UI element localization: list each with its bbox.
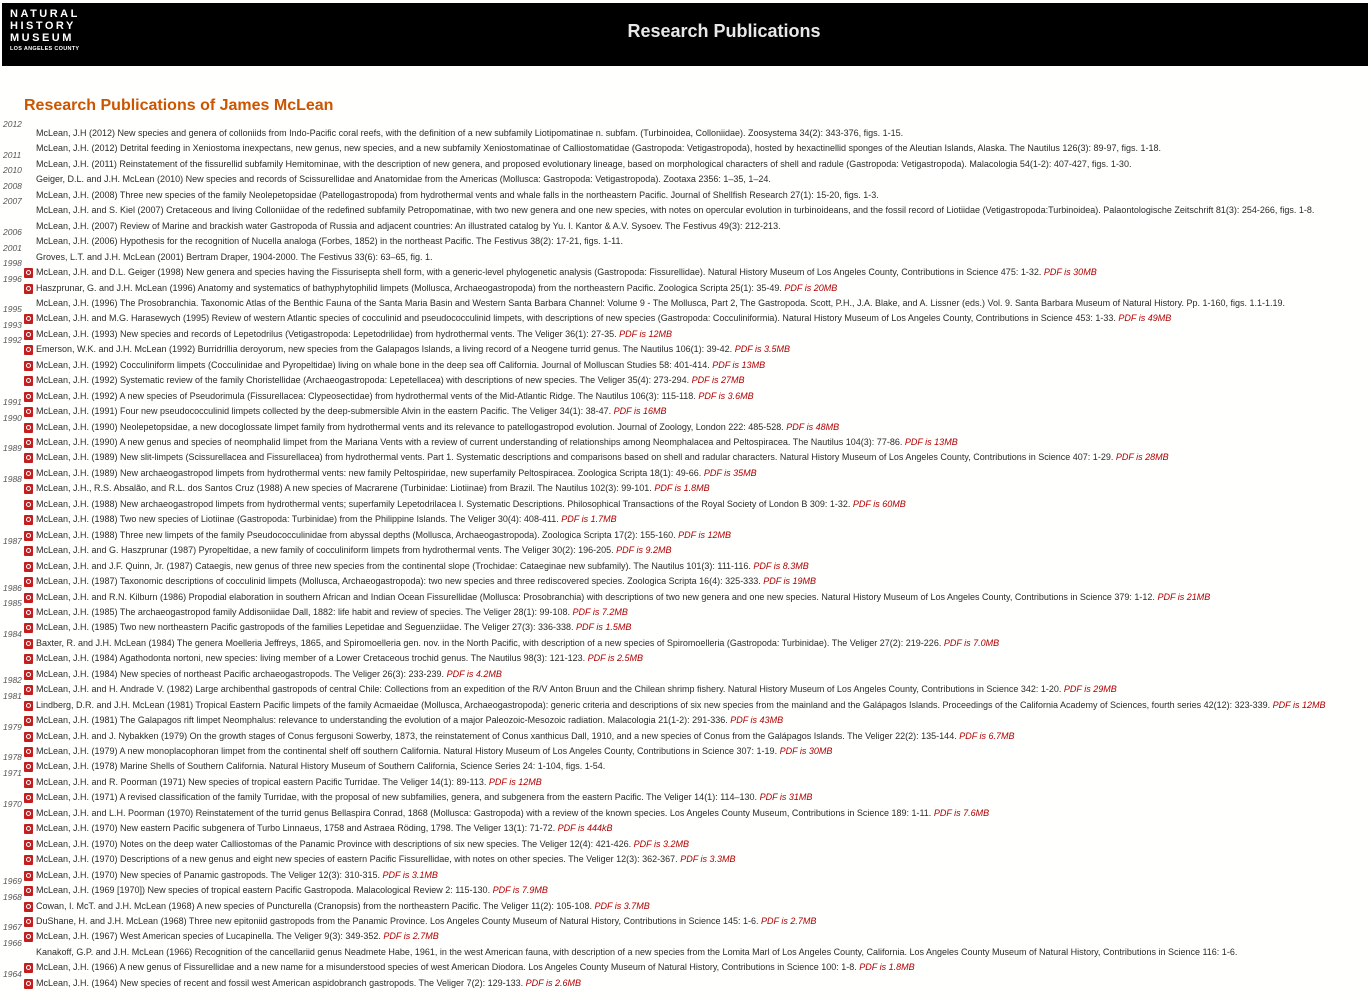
citation-text [36,667,502,682]
citation-text [36,559,809,574]
year-label: 1998 [3,258,22,269]
publication-entry [0,620,1371,635]
year-label: 1993 [3,319,22,330]
citation-body: McLean, J.H. and G. Haszprunar (1987) Pyropeltidae, a new family of cocculiniform limpets from hydrothermal vents. The Veliger 30(2): 196-205. [36,545,617,556]
citation-text [36,883,548,898]
pdf-link[interactable]: PDF is 13MB [904,437,958,447]
citation-text [36,296,1285,311]
citation-text [36,157,1131,172]
citation-body: McLean, J.H. (1991) Four new pseudococculinid limpets collected by the deep-submersible Alvin in the eastern Pacific. The Veliger 34(1): 38-47. [36,406,614,417]
citation-text [36,682,1117,697]
publication-entry [0,837,1371,852]
year-label: 1970 [3,798,22,809]
citation-text [36,512,617,527]
pdf-icon[interactable] [24,500,33,510]
citation-text [36,899,650,914]
citation-text [36,574,816,589]
citation-body: McLean, J.H. (1966) A new genus of Fissurellidae and a new name for a misunderstood species of west American Diodora. Los Angeles County Museum of Natural History, Contributions in Science 100: 1-8. [36,962,860,973]
citation-body: McLean, J.H. (1970) New eastern Pacific subgenera of Turbo Linnaeus, 1758 and Astraea Röding, 1798. The Veliger 13(1): 71-72. [36,823,558,834]
citation-text [36,729,1015,744]
pdf-link[interactable]: PDF is 7.2MB [572,606,628,617]
pdf-icon[interactable] [24,515,33,525]
citation-text [36,404,667,419]
citation-body: McLean, J.H. (1990) Neolepetopsidae, a new docoglossate limpet family from hydrothermal vents and its relevance to patellogastropod evolution. Journal of Zoology, London 222: 485-528. [36,421,787,432]
publication-entry [0,358,1371,373]
publication-entry [0,219,1371,234]
publication-entry [0,227,1371,249]
pdf-icon[interactable] [24,639,33,649]
pdf-icon[interactable] [24,732,33,742]
citation-body: McLean, J.H. (1967) West American species of Lucapinella. The Veliger 9(3): 349-352. [36,931,384,942]
publication-entry [0,335,1371,357]
publication-entry [0,165,1371,187]
citation-body: McLean, J.H. and M.G. Harasewych (1995) Review of western Atlantic species of cocculinid and pseudococculinid limpets, with descriptions of new species (Gastropoda: Cocculiniformia). Natural History Museum of Los Angeles County, Contributions in Science 453: 1-33. [36,313,1119,324]
citation-text [36,342,790,357]
citation-body: McLean, J.H. (2006) Hypothesis for the recognition of Nucella analoga (Forbes, 1852) in the northeast Pacific. The Festivus 38(2): 17-21, figs. 1-11. [36,236,623,247]
citation-body: McLean, J.H. (1993) New species and records of Lepetodrilus (Vetigastropoda: Lepetodrilidae) from hydrothermal vents. The Veliger 36(1): 27-35. [36,328,620,339]
publication-entry [0,628,1371,651]
pdf-link[interactable]: PDF is 16MB [613,406,667,417]
year-label: 1995 [3,304,22,315]
year-label: 1968 [3,891,22,902]
pdf-icon[interactable] [24,701,33,711]
citation-text [36,590,1210,605]
year-label: 2011 [3,149,22,160]
citation-body: McLean, J.H. (1969 [1970]) New species of tropical eastern Pacific Gastropoda. Malacological Review 2: 115-130. [36,885,493,896]
publication-entry [0,667,1371,682]
citation-body: McLean, J.H. and J.F. Quinn, Jr. (1987) Cataegis, new genus of three new species from the continental slope (Trochidae: Cataeginae new subfamily). The Nautilus 101(3): 111-116. [36,560,754,571]
pdf-link[interactable]: PDF is 1.8MB [654,483,710,494]
publication-entry [0,752,1371,774]
citation-text [36,466,757,481]
publication-entry [0,443,1371,465]
pdf-link[interactable]: PDF is 19MB [763,576,817,587]
pdf-link[interactable]: PDF is 12MB [619,328,673,339]
year-label: 2006 [3,227,22,238]
publication-entry [0,559,1371,574]
citation-text [36,929,439,944]
citation-body: McLean, J.H. (1989) New slit-limpets (Scissurellacea and Fissurellacea) from hydrothermal vents. Part 1. Systematic descriptions and comparisons based on shell and radular characters. Natural History Museum of Los Angeles County, Contributions in Science 407: 1-29. [36,452,1116,463]
citation-body: McLean, J.H. (1985) Two new northeastern Pacific gastropods of the families Lepetidae and Seguenziidae. The Veliger 27(3): 336-338. [36,622,576,633]
pdf-icon[interactable] [24,453,33,463]
pdf-link[interactable]: PDF is 4.2MB [446,668,502,679]
pdf-link[interactable]: PDF is 60MB [852,498,906,509]
citation-text [36,141,1161,156]
page-heading: Research Publications of James McLean [24,97,334,114]
publication-entry [0,536,1371,558]
pdf-link[interactable]: PDF is 6.7MB [959,730,1015,741]
citation-text [36,620,631,635]
year-label: 1981 [3,690,22,701]
citation-text [36,914,816,929]
pdf-icon[interactable] [24,824,33,834]
pdf-link[interactable]: PDF is 1.8MB [859,962,915,973]
publication-entry [0,597,1371,620]
citation-text [36,203,1314,218]
citation-body: Cowan, I. McT. and J.H. McLean (1968) A new species of Puncturella (Cranopsis) from the northeastern Pacific. The Veliger 11(2): 105-108. [36,900,595,911]
pdf-link[interactable]: PDF is 29MB [1063,684,1117,695]
publication-entry [0,512,1371,527]
pdf-link[interactable]: PDF is 28MB [1115,452,1169,463]
pdf-link[interactable]: PDF is 9.2MB [616,545,672,556]
publication-entry [0,474,1371,496]
pdf-link[interactable]: PDF is 3.5MB [734,344,791,355]
citation-text [36,698,1326,713]
citation-text [36,744,832,759]
pdf-link[interactable]: PDF is 3.3MB [680,854,736,865]
citation-text [36,281,837,296]
publication-entry [0,141,1371,156]
publication-entry [0,922,1371,944]
citation-body: McLean, J.H. (1970) New species of Panamic gastropods. The Veliger 12(3): 310-315. [36,869,383,880]
logo-line-4: LOS ANGELES COUNTY [10,46,80,52]
pdf-link[interactable]: PDF is 48MB [786,421,840,432]
pdf-link[interactable]: PDF is 2.5MB [587,653,644,664]
citation-body: McLean, J.H. (2011) Reinstatement of the fissurellid subfamily Hemitominae, with the description of new genera, and proposed evolutionary lineage, based on morphological characters of shell and radule (Gastropoda: Vetigastropoda). Malacologia 54(1-2): 407-427, figs. 1-30. [36,158,1132,169]
year-label: 1989 [3,443,22,454]
pdf-link[interactable]: PDF is 30MB [1043,267,1097,278]
publication-entry [0,258,1371,280]
publication-entry [0,149,1371,172]
pdf-link[interactable]: PDF is 8.3MB [753,560,809,571]
citation-body: Haszprunar, G. and J.H. McLean (1996) Anatomy and systematics of bathyphytophilid limpets (Mollusca, Archaeogastropoda) from the northeastern Pacific. Zoologica Scripta 25(1): 35-49. [36,282,785,293]
publication-entry [0,397,1371,419]
citation-body: McLean, J.H. (1990) A new genus and species of neomphalid limpet from the Mariana Vents with a review of current understanding of relationships among Neomphalacea and Peltospiracea. The Nautilus 104(3): 77-86. [36,437,905,447]
pdf-link[interactable]: PDF is 35MB [703,467,757,478]
pdf-link[interactable]: PDF is 12MB [1272,699,1326,710]
pdf-link[interactable]: PDF is 21MB [1157,591,1211,602]
publication-entry [0,119,1371,141]
citation-text [36,497,906,512]
citation-body: McLean, J.H. (1987) Taxonomic descriptions of cocculinid limpets (Mollusca, Archaeogastropoda): two new species and three rediscovered species. Zoologica Scripta 16(4): 325-333. [36,576,764,587]
citation-body: McLean, J.H. (1985) The archaeogastropod family Addisoniidae Dall, 1882: life habit and review of species. The Veliger 28(1): 99-108. [36,606,573,617]
citation-body: Geiger, D.L. and J.H. McLean (2010) New species and records of Scissurellidae and Anatomidae from the Americas (Mollusca: Gastropoda: Vetigastropoda). Zootaxa 2356: 1–35, 1–24. [36,174,771,185]
pdf-link[interactable]: PDF is 43MB [730,715,784,726]
pdf-link[interactable]: PDF is 7.0MB [943,637,1000,648]
publication-entry [0,744,1371,759]
publication-entry [0,852,1371,867]
publication-entry [0,790,1371,805]
pdf-link[interactable]: PDF is 444kB [557,823,613,834]
year-label: 1966 [3,937,22,948]
pdf-link[interactable]: PDF is 20MB [784,282,838,293]
citation-body: McLean, J.H. (1984) New species of northeast Pacific archaeogastropods. The Veliger 26(3): 233-239. [36,668,447,679]
pdf-link[interactable]: PDF is 3.2MB [633,838,689,849]
pdf-icon[interactable] [24,345,33,355]
pdf-link[interactable]: PDF is 2.7MB [761,915,817,926]
citation-text [36,821,613,836]
pdf-icon[interactable] [24,484,33,494]
year-label: 2001 [3,242,22,253]
year-label: 1992 [3,335,22,346]
pdf-link[interactable]: PDF is 49MB [1118,313,1172,324]
citation-body: McLean, J.H., R.S. Absalão, and R.L. dos Santos Cruz (1988) A new species of Macrarene (Turbinidae: Liotiinae) from Brazil. The Nautilus 102(3): 99-101. [36,483,655,494]
pdf-icon[interactable] [24,855,33,865]
citation-body: McLean, J.H. (1971) A revised classification of the family Turridae, with the proposal of new subfamilies, genera, and subgenera from the eastern Pacific. The Veliger 14(1): 114–130. [36,792,760,803]
citation-body: McLean, J.H. (1984) Agathodonta nortoni, new species: living member of a Lower Cretaceous trochid genus. The Nautilus 98(3): 121-123. [36,653,588,664]
citation-text [36,852,736,867]
citation-text [36,250,433,265]
citation-body: Kanakoff, G.P. and J.H. McLean (1966) Recognition of the cancellariid genus Neadmete Habe, 1961, in the west American fauna, with description of a new species from the Lomita Marl of Los Angeles County, California. Los Angeles County Museum of Natural History, Contributions in Science 116: 1-6. [36,946,1238,957]
pdf-link[interactable]: PDF is 3.6MB [698,390,754,401]
citation-text [36,358,765,373]
publication-entry [0,675,1371,697]
publication-entry [0,412,1371,435]
citation-body: DuShane, H. and J.H. McLean (1968) Three new epitoniid gastropods from the Panamic Province. Los Angeles County Museum of Natural History, Contributions in Science 145: 1-6. [36,915,762,926]
citation-body: Lindberg, D.R. and J.H. McLean (1981) Tropical Eastern Pacific limpets of the family Acmaeidae (Mollusca, Archaeogastropoda): generic criteria and descriptions of six new species from the mainland and the Galápagos Islands. Proceedings of the California Academy of Sciences, fourth series 42(12): 323-339. [36,699,1273,710]
publication-entry [0,242,1371,265]
pdf-icon[interactable] [24,778,33,788]
publication-entry [0,651,1371,666]
publication-entry [0,319,1371,342]
year-label: 1971 [3,767,22,778]
citation-text [36,543,671,558]
citation-text [36,435,958,450]
pdf-link[interactable]: PDF is 13MB [712,359,766,370]
citation-body: McLean, J.H. (1978) Marine Shells of Southern California. Natural History Museum of Southern California, Science Series 24: 1-104, figs. 1-54. [36,761,606,772]
pdf-link[interactable]: PDF is 27MB [691,375,745,386]
pdf-icon[interactable] [24,284,33,294]
publication-entry [0,721,1371,744]
publication-entry [0,937,1371,960]
publication-entry [0,582,1371,605]
pdf-link[interactable]: PDF is 3.1MB [382,869,438,880]
citation-body: McLean, J.H. (1970) Descriptions of a new genus and eight new species of eastern Pacific Fissurellidae, with notes on other species. The Veliger 12(3): 362-367. [36,854,681,865]
citation-text [36,759,605,774]
citation-body: McLean, J.H. (2008) Three new species of the family Neolepetopsidae (Patellogastropoda) from hydrothermal vents and whale falls in the northeastern Pacific. Journal of Shellfish Research 27(1): 15-20, figs. 1-3. [36,189,879,200]
publication-entry [0,296,1371,311]
year-label: 2007 [3,196,22,207]
logo-line-2: HISTORY [10,20,76,32]
header-title: Research Publications [627,21,821,41]
citation-text [36,188,879,203]
citation-body: McLean, J.H. (1988) New archaeogastropod limpets from hydrothermal vents; superfamily Lepetodrilacea I. Systematic Descriptions. Philosophical Transactions of the Royal Society of London B 309: 1-32. [36,498,853,509]
publication-entry [0,389,1371,404]
citation-body: Emerson, W.K. and J.H. McLean (1992) Burridrillia deroyorum, new species from the Galapagos Islands, a living record of a Neogene turrid genus. The Nautilus 106(1): 39-42. [36,344,735,355]
citation-body: McLean, J.H. (1981) The Galapagos rift limpet Neomphalus: relevance to understanding the evolution of a major Paleozoic-Mesozoic radiation. Malacologia 21(1-2): 291-336. [36,715,731,726]
citation-body: McLean, J.H. and J. Nybakken (1979) On the growth stages of Conus fergusoni Sowerby, 1873, the reinstatement of Conus xanthicus Dall, 1910, and a new species of Conus from the Galápagos Islands. The Veliger 22(2): 135-144. [36,730,960,741]
year-label: 1985 [3,597,22,608]
citation-text [36,219,781,234]
logo-line-1: NATURAL [10,8,80,20]
citation-body: McLean, J.H. (1970) Notes on the deep water Calliostomas of the Panamic Province with descriptions of six new species. The Veliger 12(4): 421-426. [36,838,634,849]
pdf-link[interactable]: PDF is 31MB [759,792,813,803]
publication-entry [0,574,1371,589]
publication-entry [0,690,1371,713]
publication-entry [0,798,1371,821]
year-label: 1967 [3,922,22,933]
pdf-icon[interactable] [24,809,33,819]
publication-entry [0,914,1371,929]
year-label: 2008 [3,180,22,191]
publication-entry [0,713,1371,728]
year-label: 1987 [3,536,22,547]
pdf-link[interactable]: PDF is 2.7MB [383,931,439,942]
citation-text [36,450,1169,465]
publication-entry [0,868,1371,883]
pdf-link[interactable]: PDF is 30MB [779,746,833,756]
citation-text [36,636,999,651]
publication-entry [0,528,1371,543]
year-label: 2012 [3,119,22,129]
citation-body: McLean, J.H. (1964) New species of recent and fossil west American aspidobranch gastropods. The Veliger 7(2): 129-133. [36,977,526,988]
citation-body: McLean, J.H. (2007) Review of Marine and brackish water Gastropoda of Russia and adjacent countries: An illustrated catalog by Yu. I. Kantor & A.V. Sysoev. The Festivus 49(3): 212-213. [36,220,781,231]
citation-text [36,265,1097,280]
pdf-link[interactable]: PDF is 2.6MB [525,977,581,988]
pdf-icon[interactable] [24,654,33,664]
citation-body: McLean, J.H. and R. Poorman (1971) New species of tropical eastern Pacific Turridae. The Veliger 14(1): 89-113. [36,776,489,787]
citation-body: Groves, L.T. and J.H. McLean (2001) Bertram Draper, 1904-2000. The Festivus 33(6): 63–65, fig. 1. [36,251,433,262]
citation-body: McLean, J.H (2012) New species and genera of colloniids from Indo-Pacific coral reefs, with the definition of a new subfamily Liotipomatinae n. subfam. (Turbinoidea, Colloniidae). Zoosystema 34(2): 343-376, figs. 1-15. [36,128,904,138]
pdf-icon[interactable] [24,979,33,989]
citation-body: McLean, J.H. (1988) Three new limpets of the family Pseudococculinidae from abyssal depths (Mollusca, Archaeogastropoda). Zoologica Scripta 17(2): 155-160. [36,529,679,540]
citation-text [36,172,771,187]
citation-text [36,775,542,790]
citation-body: McLean, J.H. (1996) The Prosobranchia. Taxonomic Atlas of the Benthic Fauna of the Santa Maria Basin and Western Santa Barbara Channel: Volume 9 - The Mollusca, Part 2, The Gastropoda. Scott, P.H., J.A. Blake, and A. Lissner (eds.) Vol. 9. Santa Barbara Museum of Natural History. Pp. 1-160, figs. 1.1-1.19. [36,297,1286,308]
logo-line-3: MUSEUM [10,32,74,44]
citation-text [36,327,672,342]
citation-text [36,234,623,249]
pdf-icon[interactable] [24,840,33,850]
citation-body: McLean, J.H. (1979) A new monoplacophoran limpet from the continental shelf off southern California. Natural History Museum of Los Angeles County, Contributions in Science 307: 1-19. [36,746,780,756]
pdf-link[interactable]: PDF is 12MB [488,776,542,787]
citation-text [36,373,745,388]
citation-body: McLean, J.H. and D.L. Geiger (1998) New genera and species having the Fissurisepta shell form, with a generic-level phylogenetic analysis (Gastropoda: Fissurellidae). Natural History Museum of Los Angeles County, Contributions in Science 475: 1-32. [36,267,1044,278]
pdf-icon[interactable] [24,546,33,556]
citation-body: McLean, J.H. (1992) A new species of Pseudorimula (Fissurellacea: Clypeosectidae) from hydrothermal vents of the Mid-Atlantic Ridge. The Nautilus 106(3): 115-118. [36,390,699,401]
pdf-icon[interactable] [24,562,33,572]
publication-entry [0,273,1371,296]
pdf-icon[interactable] [24,423,33,433]
year-label: 1984 [3,628,22,639]
citation-text [36,837,689,852]
year-label: 1990 [3,412,22,423]
citation-text [36,481,710,496]
publication-entry [0,466,1371,481]
citation-body: McLean, J.H. and L.H. Poorman (1970) Reinstatement of the turrid genus Bellaspira Conrad, 1868 (Mollusca: Gastropoda) with a review of the known species. Los Angeles County Museum, Contributions in Science 189: 1-11. [36,807,934,818]
citation-text [36,311,1171,326]
citation-body: McLean, J.H. and S. Kiel (2007) Cretaceous and living Colloniidae of the redefined subfamily Petropomatinae, with two new genera and one new species, with notes on opercular evolution in turbinoideans, and the fossil record of Liotiidae (Vetigastropoda:Turbinoidea). Palaontologische Zeitschrift 81(3): 254-266, figs. 1-8. [36,205,1315,216]
citation-body: McLean, J.H. (1992) Cocculiniform limpets (Cocculinidae and Pyropeltidae) living on whale bone in the deep sea off California. Journal of Molluscan Studies 58: 401-414. [36,359,713,370]
publication-entry [0,876,1371,898]
year-label: 1986 [3,582,22,593]
citation-body: McLean, J.H. and R.N. Kilburn (1986) Propodial elaboration in southern African and Indian Ocean Fissurellidae (Mollusca: Prosobranchia) with descriptions of two new genera and one new species. Natural History Museum of Los Angeles County, Contributions in Science 379: 1-12. [36,591,1158,602]
year-label: 1964 [3,968,22,979]
publication-entry [0,821,1371,836]
citation-text [36,389,754,404]
year-label: 1979 [3,721,22,732]
pdf-link[interactable]: PDF is 12MB [678,529,732,540]
publication-entry [0,180,1371,203]
citation-text [36,945,1237,960]
publication-entry [0,891,1371,914]
citation-text [36,528,731,543]
publication-entry [0,373,1371,388]
citation-text [36,651,643,666]
pdf-link[interactable]: PDF is 7.6MB [933,807,990,818]
publication-entry [0,196,1371,218]
citation-body: McLean, J.H. (1989) New archaeogastropod limpets from hydrothermal vents: new family Peltospiridae, new superfamily Peltospiracea. Zoologica Scripta 18(1): 49-66. [36,467,704,478]
citation-text [36,605,628,620]
citation-body: McLean, J.H. (2012) Detrital feeding in Xeniostoma inexpectans, new genus, new species, and a new subfamily Xeniostomatinae of Calliostomatidae (Gastropoda: Vetigastropoda), hosted by hexactinellid sponges of the Aleutian Islands, Alaska. The Nautilus 126(3): 89-97, figs. 1-18. [36,143,1161,154]
citation-text [36,960,915,975]
pdf-link[interactable]: PDF is 7.9MB [492,885,548,896]
citation-text [36,790,812,805]
year-label: 2010 [3,165,22,176]
pdf-icon[interactable] [24,361,33,371]
publication-entry [0,968,1371,991]
citation-text [36,126,903,141]
pdf-link[interactable]: PDF is 1.5MB [576,622,632,633]
citation-text [36,868,438,883]
year-label: 1978 [3,752,22,763]
publication-entry [0,435,1371,450]
citation-body: McLean, J.H. and H. Andrade V. (1982) Large archibenthal gastropods of central Chile: Collections from an expedition of the R/V Anton Bruun and the Chilean shrimp fishery. Natural History Museum of Los Angeles County, Contributions in Science 342: 1-20. [36,684,1064,695]
year-label: 1982 [3,675,22,686]
publication-entry [0,960,1371,975]
citation-text [36,976,581,991]
pdf-link[interactable]: PDF is 1.7MB [561,514,617,525]
citation-text [36,713,783,728]
year-label: 1969 [3,876,22,887]
year-label: 1988 [3,474,22,485]
citation-body: McLean, J.H. (1992) Systematic review of the family Choristellidae (Archaeogastropoda: Lepetellacea) with descriptions of new species. The Veliger 35(4): 273-294. [36,375,692,386]
year-label: 1991 [3,397,22,408]
publication-entry [0,497,1371,512]
citation-body: Baxter, R. and J.H. McLean (1984) The genera Moelleria Jeffreys, 1865, and Spiromoelleria gen. nov. in the North Pacific, with description of a new species of Spiromoelleria (Gastropoda: Turbinidae). The Veliger 27(2): 219-226. [36,637,944,648]
publication-entry [0,304,1371,326]
pdf-icon[interactable] [24,376,33,386]
year-label: 1996 [3,273,22,284]
pdf-link[interactable]: PDF is 3.7MB [594,900,650,911]
pdf-icon[interactable] [24,608,33,618]
publication-entry [0,767,1371,790]
citation-text [36,806,989,821]
citation-body: McLean, J.H. (1988) Two new species of Liotiinae (Gastropoda: Turbinidae) from the Philippine Islands. The Veliger 30(4): 408-411. [36,514,562,525]
citation-text [36,420,839,435]
pdf-icon[interactable] [24,902,33,912]
